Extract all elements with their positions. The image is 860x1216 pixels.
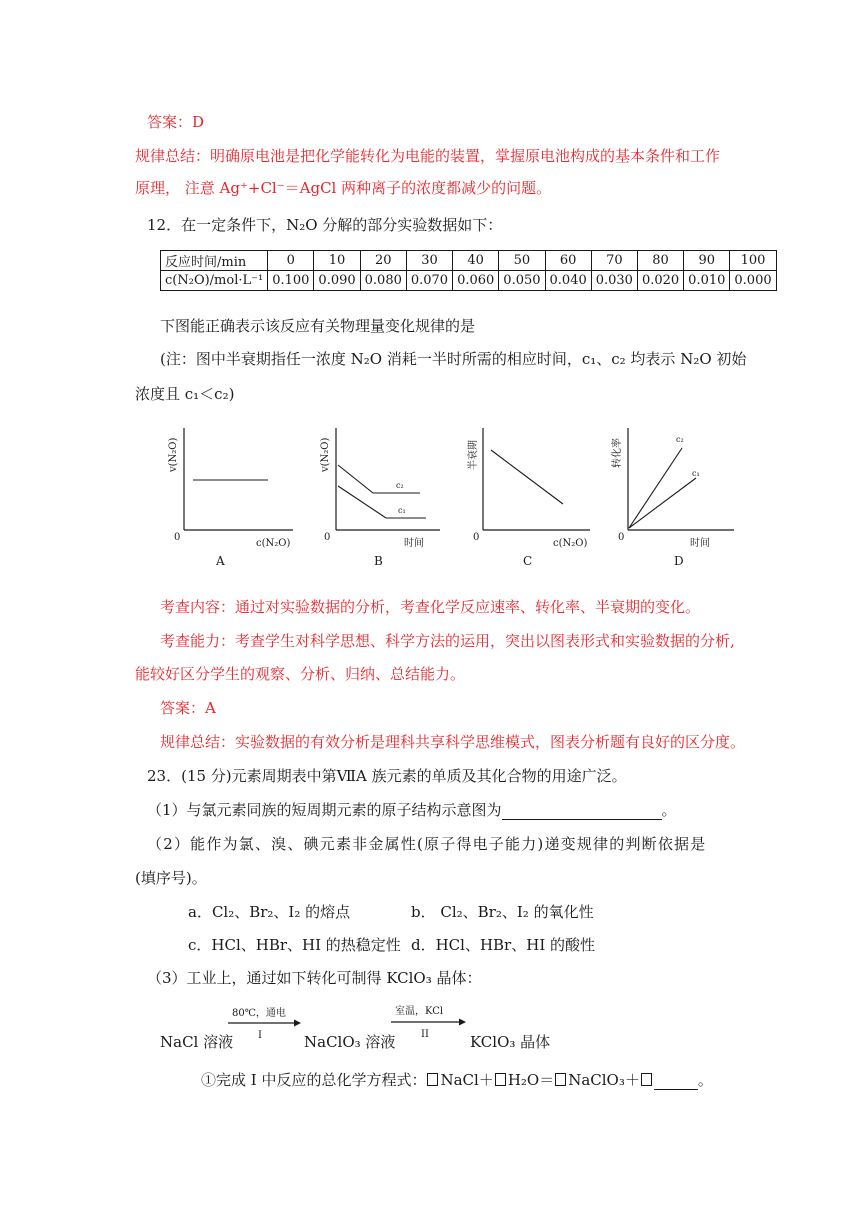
figure-b-curve-c1 [338,486,426,518]
figure-a-letter: A [216,554,225,568]
figure-c-origin: 0 [473,532,480,543]
figure-a-xlabel: c(N₂O) [256,538,291,549]
flow-step2-label: II [421,1029,429,1040]
coefficient-box [641,1073,652,1086]
table-cell: 50 [499,251,545,271]
equation-term-2: H₂O＝ [507,1071,555,1089]
option-a: a．Cl₂、Br₂、I₂ 的熔点 [188,903,351,921]
table-head-concentration: c(N₂O)/mol·L⁻¹ [161,271,268,291]
q12-note-2: 浓度且 c₁＜c₂) [135,385,235,403]
summary-prefix: 规律总结： [135,147,211,165]
q23-equation [201,1070,713,1090]
figure-d-curve-c1 [629,478,696,528]
summary-line-1 [135,146,720,166]
table-cell: 0.020 [637,271,683,291]
table-head-time: 反应时间/min [161,251,268,271]
figure-d [612,420,742,570]
table-cell: 0.050 [499,271,545,291]
summary-line-2: 原理， 注意 Ag⁺+Cl⁻＝AgCl 两种离子的浓度都减少的问题。 [135,179,552,197]
table-cell: 70 [591,251,637,271]
q12-summary: 规律总结：实验数据的有效分析是理科共享科学思维模式，图表分析题有良好的区分度。 [160,733,746,751]
figure-c-line [491,450,563,504]
answer-blank [502,819,662,820]
table-cell: 0.030 [591,271,637,291]
q23-part1 [147,800,677,820]
coefficient-box [427,1073,438,1086]
figure-c [465,420,595,570]
q23-part2-2: (填序号)。 [135,869,207,887]
figure-c-letter: C [523,554,533,568]
option-c: c．HCl、HBr、HI 的热稳定性 [188,936,401,954]
q23-part1-text: （1）与氯元素同族的短周期元素的原子结构示意图为 [147,801,502,819]
figure-a [168,420,298,570]
figure-b-label-c2: c₂ [396,481,404,490]
equation-prefix: ①完成 I 中反应的总化学方程式： [201,1071,427,1089]
figure-d-label-c2: c₂ [676,435,684,444]
q12-content: 考查内容：通过对实验数据的分析，考查化学反应速率、转化率、半衰期的变化。 [160,598,701,616]
equation-term-1: NaCl＋ [440,1071,494,1089]
figure-a-origin: 0 [174,532,181,543]
figure-b-origin: 0 [324,532,331,543]
table-cell: 0.080 [360,271,406,291]
q23-part1-end: 。 [661,801,677,819]
n2o-data-table [160,250,777,291]
flow-arrow-2-head [459,1019,466,1026]
figure-d-ylabel: 转化率 [612,438,623,468]
figure-b-label-c1: c₁ [398,506,406,515]
table-cell: 20 [360,251,406,271]
figure-d-xlabel: 时间 [690,538,710,549]
table-cell: 80 [637,251,683,271]
figure-d-origin: 0 [618,532,625,543]
table-cell: 0.010 [684,271,730,291]
q12-ability-1: 考查能力：考查学生对科学思想、科学方法的运用，突出以图表形式和实验数据的分析, [160,632,735,650]
flow-step1-condition: 80℃，通电 [232,1008,286,1019]
q12-note-1: (注：图中半衰期指任一浓度 N₂O 消耗一半时所需的相应时间，c₁、c₂ 均表示 N₂O 初始 [160,350,747,368]
flow-arrow-2 [389,1002,469,1042]
equation-term-3: NaClO₃＋ [568,1071,640,1089]
answer-blank [654,1089,698,1090]
q23-part3: （3）工业上，通过如下转化可制得 KClO₃ 晶体： [147,969,482,987]
q12-stem: 12．在一定条件下，N₂O 分解的部分实验数据如下： [147,216,503,234]
answer-d: 答案：D [147,113,205,131]
table-cell: 10 [314,251,360,271]
option-d: d．HCl、HBr、HI 的酸性 [411,936,596,954]
figure-d-label-c1: c₁ [692,469,700,478]
table-cell: 0.040 [545,271,591,291]
table-cell: 30 [406,251,452,271]
coefficient-box [555,1073,566,1086]
equation-end: 。 [697,1071,713,1089]
figure-b [318,420,448,570]
figure-d-letter: D [674,554,684,568]
flow-step2-condition: 室温，KCl [395,1006,444,1017]
flow-middle: NaClO₃ 溶液 [304,1033,396,1051]
figure-a-ylabel: v(N₂O) [168,437,179,472]
figure-d-curve-c2 [629,448,682,528]
figure-b-ylabel: v(N₂O) [320,437,331,472]
table-cell: 0.070 [406,271,452,291]
table-cell: 90 [684,251,730,271]
table-row-time [161,251,777,271]
table-cell: 0.100 [268,271,314,291]
table-cell: 0.000 [730,271,776,291]
table-cell: 100 [730,251,776,271]
flow-arrow-1-head [294,1020,301,1027]
figure-c-ylabel: 半衰期 [468,440,479,470]
summary-text-1: 明确原电池是把化学能转化为电能的装置，掌握原电池构成的基本条件和工作 [210,147,721,165]
figure-c-xlabel: c(N₂O) [553,538,588,549]
option-b: b． Cl₂、Br₂、I₂ 的氧化性 [411,903,594,921]
q12-ability-2: 能较好区分学生的观察、分析、归纳、总结能力。 [135,665,466,683]
q12-prompt: 下图能正确表示该反应有关物理量变化规律的是 [160,317,476,335]
table-cell: 0 [268,251,314,271]
figure-b-letter: B [374,554,383,568]
figure-b-xlabel: 时间 [404,538,424,549]
flow-end: KClO₃ 晶体 [470,1033,551,1051]
flow-start: NaCl 溶液 [160,1033,234,1051]
coefficient-box [495,1073,506,1086]
table-cell: 0.090 [314,271,360,291]
flow-step1-label: I [258,1030,262,1041]
table-cell: 60 [545,251,591,271]
q12-answer: 答案：A [160,699,216,717]
q23-part2-1: （2）能作为氯、溴、碘元素非金属性(原子得电子能力)递变规律的判断依据是 [147,835,707,853]
figure-b-curve-c2 [338,465,420,493]
table-cell: 0.060 [453,271,499,291]
q23-stem: 23．(15 分)元素周期表中第ⅦA 族元素的单质及其化合物的用途广泛。 [147,767,627,785]
table-cell: 40 [453,251,499,271]
table-row-concentration [161,271,777,291]
flow-arrow-1 [226,1005,306,1045]
